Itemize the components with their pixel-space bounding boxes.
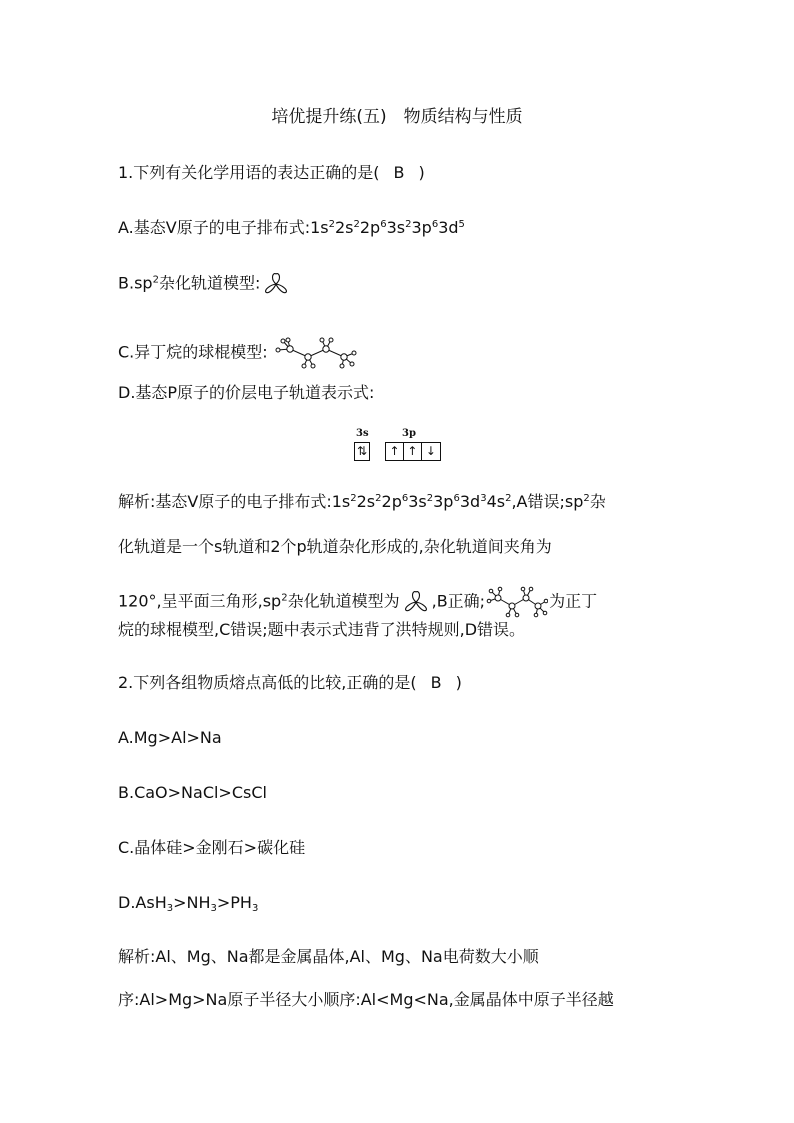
explanation-1-line-1: 解析:基态V原子的电子排布式$:1s^22s^22p^63s^23p^63d^34s^2,A$错误$;sp^2$杂 [118,492,606,511]
option-1d: D.基态P原子的价层电子轨道表示式: [118,383,375,402]
label-3p: 3p [402,428,416,439]
option-1a: A.基态V原子的电子排布式$:1s^22s^22p^63s^23p^63d^5$ [118,218,465,237]
explanation-1-line-2: 化轨道是一个s轨道和2个p轨道杂化形成的,杂化轨道间夹角为 [118,537,552,556]
explanation-1-line-4: 烷的球棍模型,C错误;题中表示式违背了洪特规则,D错误。 [118,620,526,639]
explanation-2-line-1: 解析:Al、Mg、Na都是金属晶体,Al、Mg、Na电荷数大小顺 [118,947,539,966]
page-title: 培优提升练(五) 物质结构与性质 [271,107,523,127]
option-2c: C.晶体硅>金刚石>碳化硅 [118,838,306,857]
question-2-stem: 2.下列各组物质熔点高低的比较,正确的是( B ) [118,673,462,692]
option-2b: B.CaO>NaCl>CsCl [118,783,267,802]
question-2-answer: B [430,673,442,692]
valence-orbital-diagram [352,428,444,466]
electron-3p-1: ↑ [386,443,404,460]
explanation-1-line-3: 120°,呈平面三角形$,sp^2$杂化轨道模型为 ,B正确; 为正丁 [118,584,597,620]
electron-pair-3s: ⇅ [356,444,368,458]
explanation-2-line-2: 序:Al>Mg>Na原子半径大小顺序:Al<Mg<Na,金属晶体中原子半径越 [118,990,614,1009]
n-butane-ball-stick-model-icon [486,584,548,620]
option-1b: $B.sp^2$杂化轨道模型: [118,273,292,295]
label-3s: 3s [356,428,369,439]
option-2a: A.Mg>Al>Na [118,728,222,747]
option-2d: $D.AsH_3>NH_3>PH_3$ [118,893,259,914]
question-1-stem: 1.下列有关化学用语的表达正确的是( B ) [118,163,425,182]
electron-3p-3: ↓ [425,444,436,458]
sp2-orbital-icon [261,273,291,295]
isobutane-ball-stick-model-icon [270,335,362,371]
electron-3p-2: ↑ [404,443,422,460]
question-1-answer: B [393,163,405,182]
option-1c: C.异丁烷的球棍模型: [118,335,362,371]
sp2-orbital-icon [401,591,431,613]
orbital-box-3s [354,442,370,461]
orbital-box-3p [385,442,441,461]
